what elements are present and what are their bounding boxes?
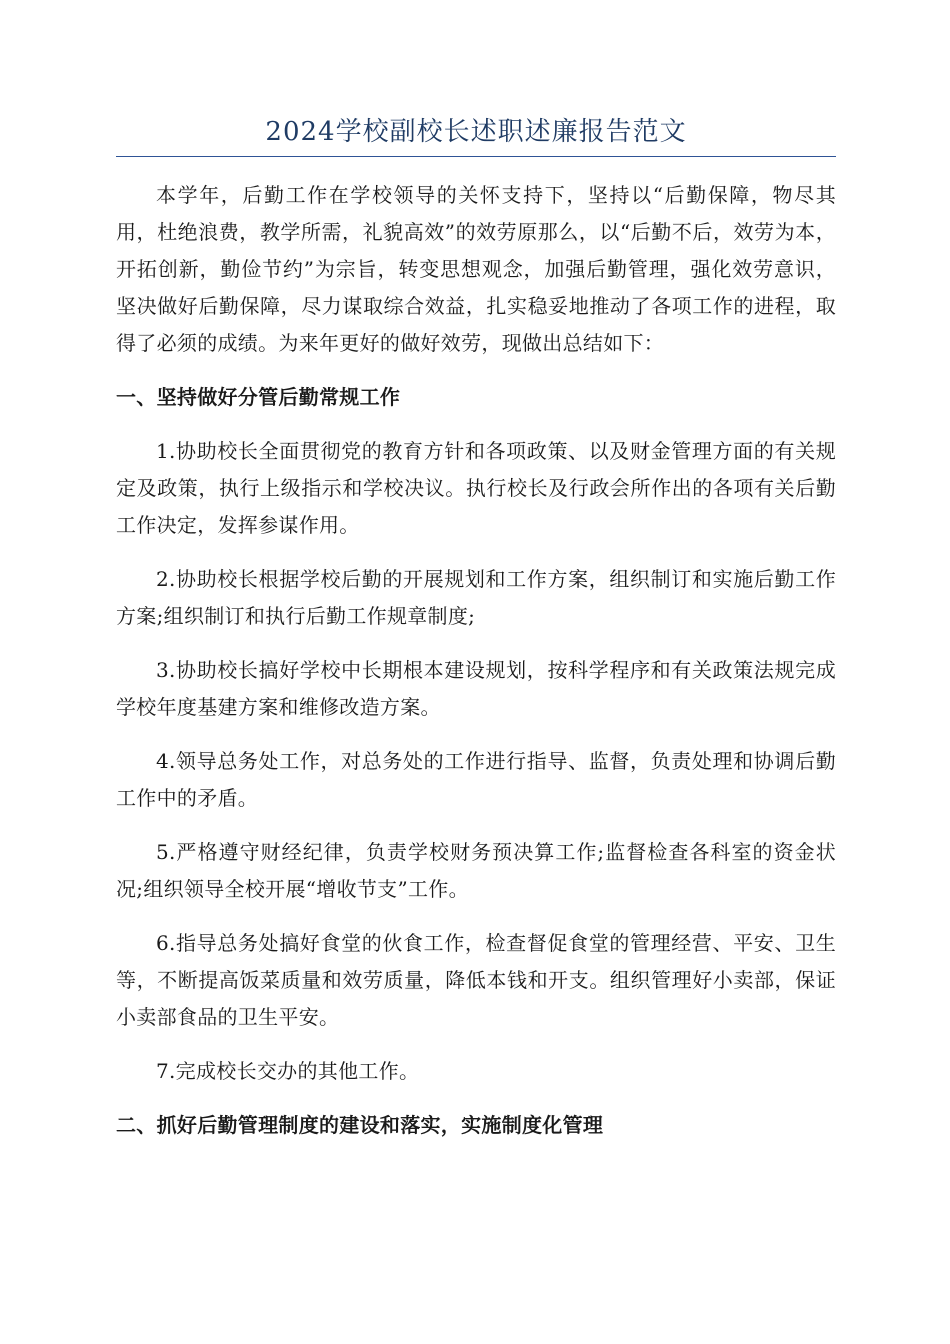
list-item: 5.严格遵守财经纪律，负责学校财务预决算工作;监督检查各科室的资金状况;组织领导全校开展“增收节支”工作。 <box>116 840 836 901</box>
section-heading-1: 一、坚持做好分管后勤常规工作 <box>116 385 401 409</box>
list-item: 2.协助校长根据学校后勤的开展规划和工作方案，组织制订和实施后勤工作方案;组织制订和执行后勤工作规章制度; <box>116 567 836 628</box>
list-item: 4.领导总务处工作，对总务处的工作进行指导、监督，负责处理和协调后勤工作中的矛盾。 <box>116 749 836 810</box>
list-item: 6.指导总务处搞好食堂的伙食工作，检查督促食堂的管理经营、平安、卫生等，不断提高饭菜质量和效劳质量，降低本钱和开支。组织管理好小卖部，保证小卖部食品的卫生平安。 <box>116 931 836 1029</box>
section-heading-2: 二、抓好后勤管理制度的建设和落实，实施制度化管理 <box>116 1113 604 1137</box>
list-item: 1.协助校长全面贯彻党的教育方针和各项政策、以及财金管理方面的有关规定及政策，执行上级指示和学校决议。执行校长及行政会所作出的各项有关后勤工作决定，发挥参谋作用。 <box>116 439 836 537</box>
list-item: 7.完成校长交办的其他工作。 <box>156 1059 420 1083</box>
document-page <box>116 110 836 1161</box>
document-title: 2024学校副校长述职述廉报告范文 <box>116 110 836 157</box>
list-item: 3.协助校长搞好学校中长期根本建设规划，按科学程序和有关政策法规完成学校年度基建方案和维修改造方案。 <box>116 658 836 719</box>
intro-paragraph: 本学年，后勤工作在学校领导的关怀支持下，坚持以“后勤保障，物尽其用，杜绝浪费，教学所需，礼貌高效”的效劳原那么，以“后勤不后，效劳为本，开拓创新，勤俭节约”为宗旨，转变思想观念，加强后勤管理，强化效劳意识，坚决做好后勤保障，尽力谋取综合效益，扎实稳妥地推动了各项工作的进程，取得了必须的成绩。为来年更好的做好效劳，现做出总结如下： <box>116 183 836 355</box>
